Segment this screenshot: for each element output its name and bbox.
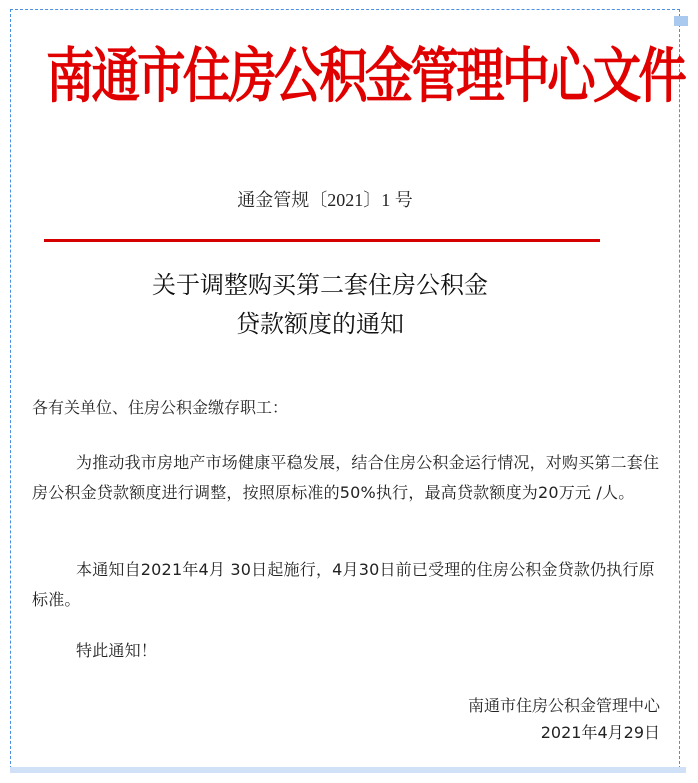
- agency-header-title: 南通市住房公积金管理中心文件: [46, 44, 684, 111]
- frame-bottom-band: [10, 767, 686, 773]
- document-number: 通金管规〔2021〕1 号: [237, 190, 413, 210]
- body-paragraph-2: 本通知自2021年4月 30日起施行，4月30日前已受理的住房公积金贷款仍执行原标准。: [32, 560, 655, 609]
- corner-decoration: [674, 16, 688, 26]
- notice-title-line-1: 关于调整购买第二套住房公积金: [152, 271, 488, 299]
- notice-title-line-2: 贷款额度的通知: [236, 310, 404, 338]
- salutation: 各有关单位、住房公积金缴存职工：: [32, 398, 289, 417]
- signature-organization: 南通市住房公积金管理中心: [467, 696, 660, 715]
- signature-date: 2021年4月29日: [540, 723, 660, 742]
- body-paragraph-closing: 特此通知！: [76, 641, 158, 660]
- red-divider-rule: [44, 239, 600, 242]
- body-paragraph-1: 为推动我市房地产市场健康平稳发展，结合住房公积金运行情况，对购买第二套住房公积金贷款额度进行调整，按照原标准的50%执行，最高贷款额度为20万元 /人。: [32, 453, 660, 502]
